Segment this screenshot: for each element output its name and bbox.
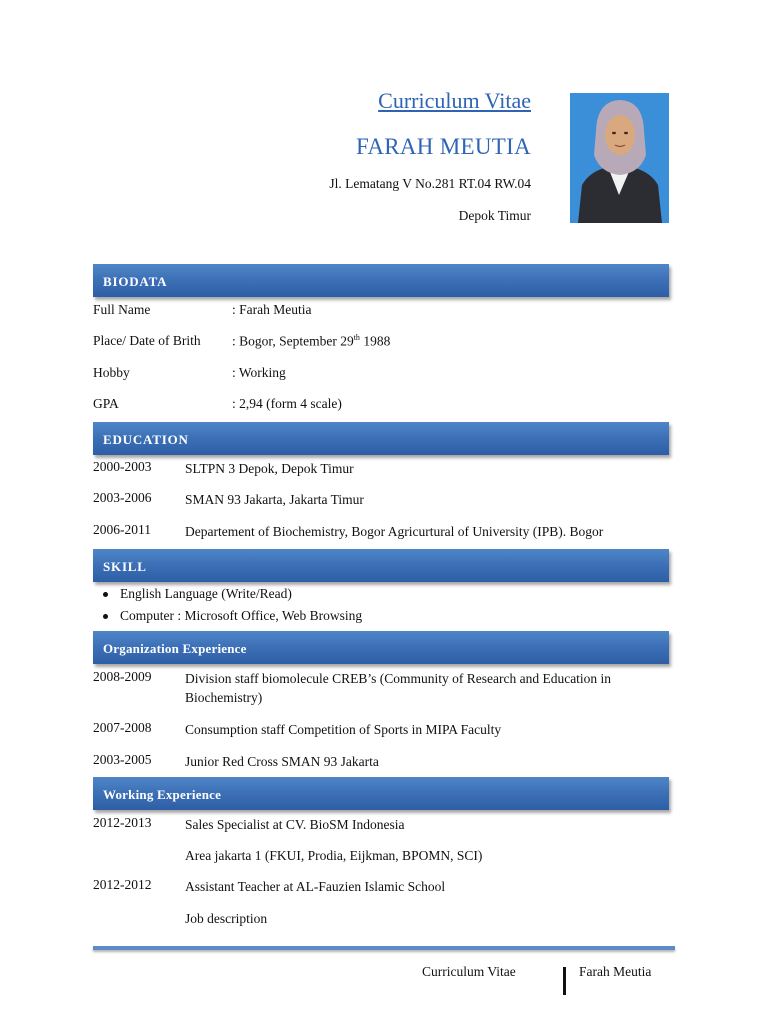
field-value: : Working: [232, 365, 286, 380]
person-name: FARAH MEUTIA: [355, 134, 531, 159]
year-range: 2003-2005: [93, 752, 152, 767]
document-title: Curriculum Vitae: [378, 88, 531, 113]
birth-year-text: 1988: [359, 333, 391, 349]
field-label: Full Name: [93, 302, 151, 317]
section-header-biodata: BIODATA: [93, 264, 669, 297]
footer-name: Farah Meutia: [579, 964, 652, 979]
address-line-2: Depok Timur: [458, 208, 531, 223]
year-range: 2006-2011: [93, 522, 151, 537]
address-line-1: Jl. Lematang V No.281 RT.04 RW.04: [329, 176, 531, 191]
footer-divider: [93, 946, 675, 950]
skill-list: [100, 584, 362, 628]
section-header-education: EDUCATION: [93, 422, 669, 455]
section-header-working: Working Experience: [93, 777, 669, 810]
year-range: 2012-2012: [93, 877, 152, 892]
footer-separator: [563, 967, 566, 995]
ordinal-suffix: th: [353, 333, 360, 342]
list-item: Computer : Microsoft Office, Web Browsing: [100, 606, 362, 628]
portrait-illustration: [570, 93, 669, 223]
field-value: : 2,94 (form 4 scale): [232, 396, 342, 411]
field-label: Hobby: [93, 365, 130, 380]
entry-text: Area jakarta 1 (FKUI, Prodia, Eijkman, BPOMN, SCI): [185, 848, 483, 863]
entry-text: Job description: [185, 911, 268, 926]
year-range: 2012-2013: [93, 815, 152, 830]
field-label: GPA: [93, 396, 119, 411]
year-range: 2003-2006: [93, 490, 152, 505]
birth-date-text: : Bogor, September 29: [232, 333, 354, 349]
entry-text: Departement of Biochemistry, Bogor Agricurtural of University (IPB). Bogor: [185, 524, 604, 539]
entry-text: Junior Red Cross SMAN 93 Jakarta: [185, 754, 379, 769]
field-label: Place/ Date of Brith: [93, 333, 201, 348]
list-item: English Language (Write/Read): [100, 584, 362, 606]
section-header-organization: Organization Experience: [93, 631, 669, 664]
profile-photo: [570, 93, 669, 223]
entry-text: Consumption staff Competition of Sports in MIPA Faculty: [185, 722, 502, 737]
entry-text: SMAN 93 Jakarta, Jakarta Timur: [185, 492, 364, 507]
year-range: 2007-2008: [93, 720, 152, 735]
entry-text: Assistant Teacher at AL-Fauzien Islamic School: [185, 879, 446, 894]
field-value: : Farah Meutia: [232, 302, 312, 317]
year-range: 2000-2003: [93, 459, 152, 474]
footer-title: Curriculum Vitae: [422, 964, 516, 979]
year-range: 2008-2009: [93, 669, 152, 684]
section-header-skill: SKILL: [93, 549, 669, 582]
field-value: [232, 333, 390, 350]
entry-text: Sales Specialist at CV. BioSM Indonesia: [185, 817, 405, 832]
entry-text: Division staff biomolecule CREB’s (Community of Research and Education in Biochemistry): [185, 671, 612, 705]
entry-text: SLTPN 3 Depok, Depok Timur: [185, 461, 354, 476]
